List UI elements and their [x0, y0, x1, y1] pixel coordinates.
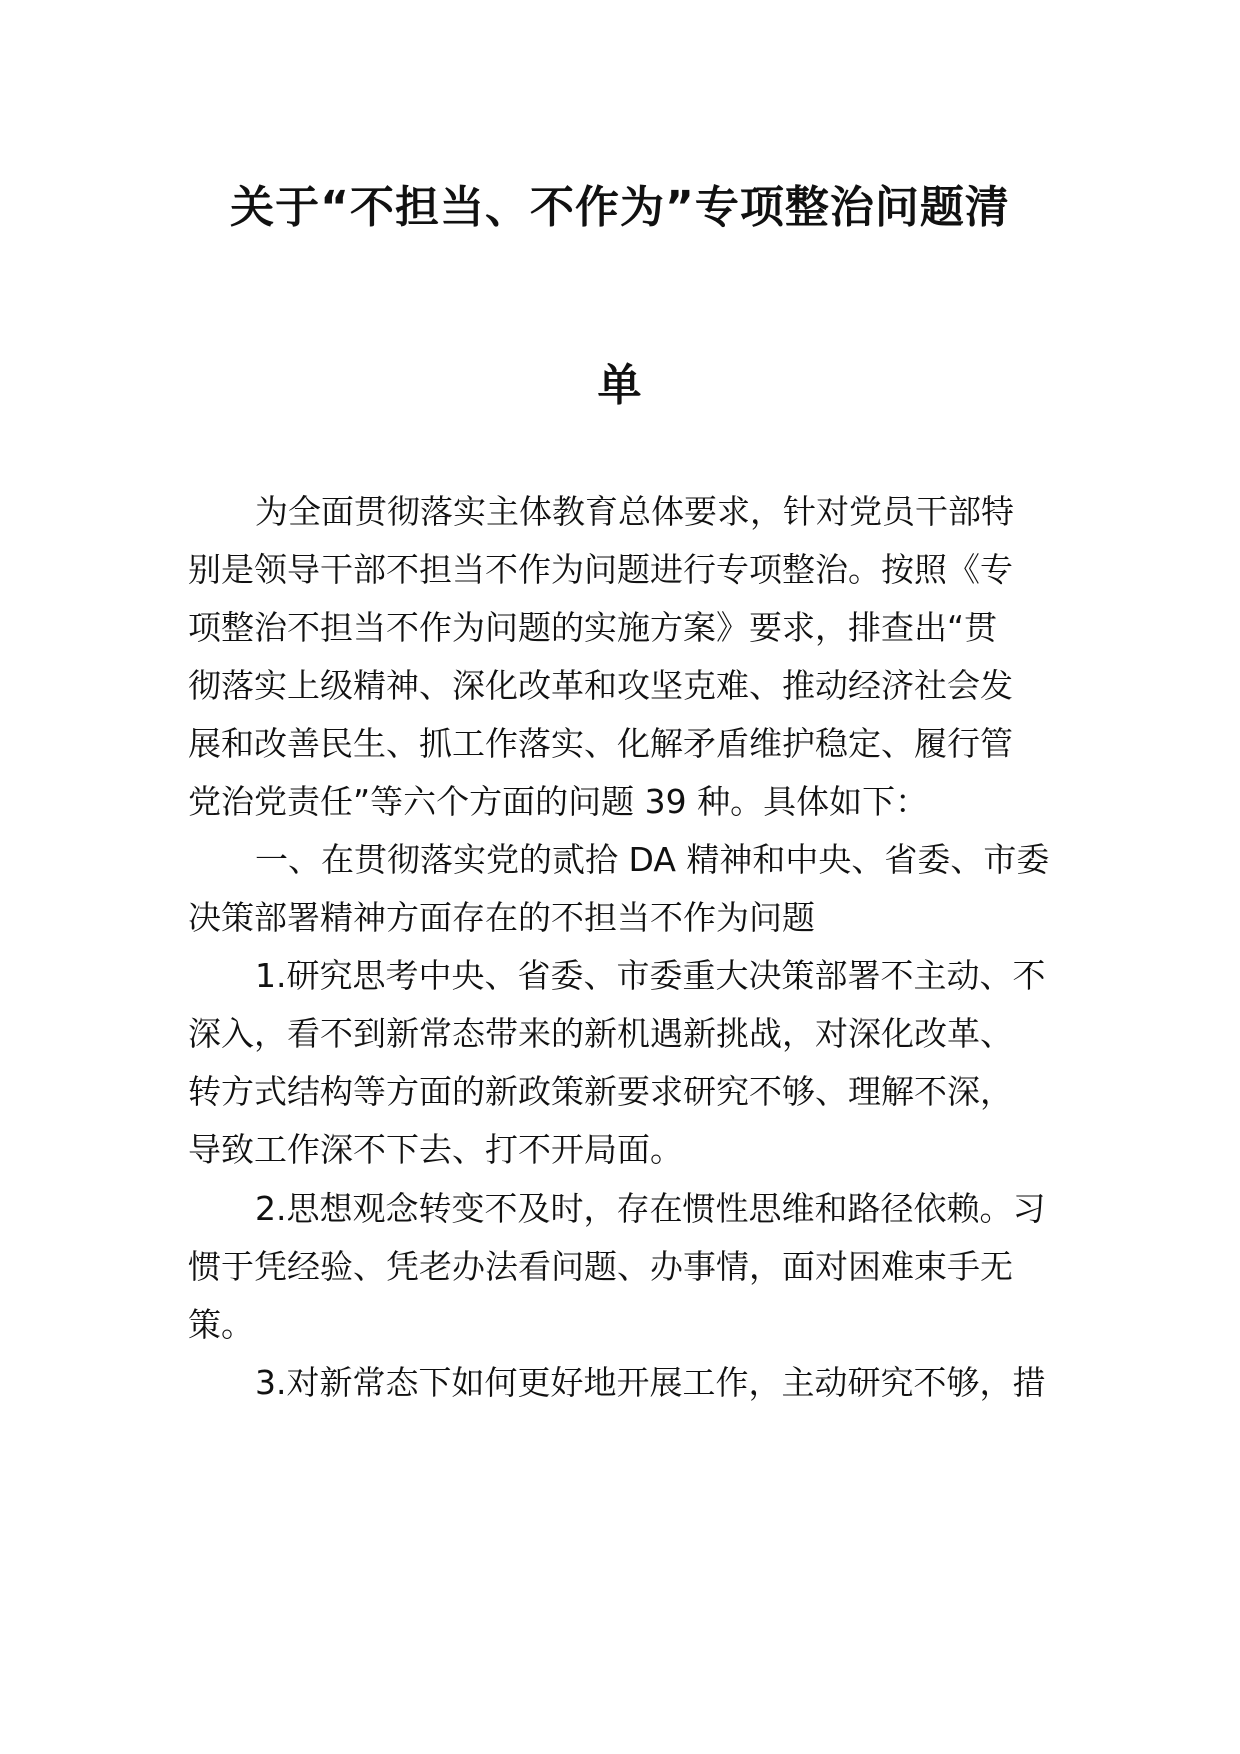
list-item-line: 策。: [188, 1305, 254, 1344]
paragraph-line: 党治党责任”等六个方面的问题 39 种。具体如下：: [188, 782, 929, 821]
list-item-line: 深入，看不到新常态带来的新机遇新挑战，对深化改革、: [188, 1014, 1013, 1053]
document-title-line-1: 关于“不担当、不作为”专项整治问题清: [230, 182, 1010, 233]
list-item-line: 1.研究思考中央、省委、市委重大决策部署不主动、不: [255, 956, 1046, 995]
document-title-line-2: 单: [597, 360, 643, 411]
list-item-line: 2.思想观念转变不及时，存在惯性思维和路径依赖。习: [255, 1189, 1046, 1228]
paragraph-line: 别是领导干部不担当不作为问题进行专项整治。按照《专: [188, 550, 1013, 589]
paragraph-line: 为全面贯彻落实主体教育总体要求，针对党员干部特: [255, 492, 1014, 531]
paragraph-line: 项整治不担当不作为问题的实施方案》要求，排查出“贯: [188, 608, 998, 647]
section-heading-line: 决策部署精神方面存在的不担当不作为问题: [188, 898, 815, 937]
list-item-line: 转方式结构等方面的新政策新要求研究不够、理解不深，: [188, 1072, 1013, 1111]
list-item-line: 3.对新常态下如何更好地开展工作，主动研究不够，措: [255, 1363, 1046, 1402]
list-item-line: 导致工作深不下去、打不开局面。: [188, 1130, 683, 1169]
paragraph-line: 彻落实上级精神、深化改革和攻坚克难、推动经济社会发: [188, 666, 1013, 705]
list-item-line: 惯于凭经验、凭老办法看问题、办事情，面对困难束手无: [188, 1247, 1013, 1286]
paragraph-line: 展和改善民生、抓工作落实、化解矛盾维护稳定、履行管: [188, 724, 1013, 763]
section-heading-line: 一、在贯彻落实党的贰拾 DA 精神和中央、省委、市委: [255, 840, 1050, 879]
